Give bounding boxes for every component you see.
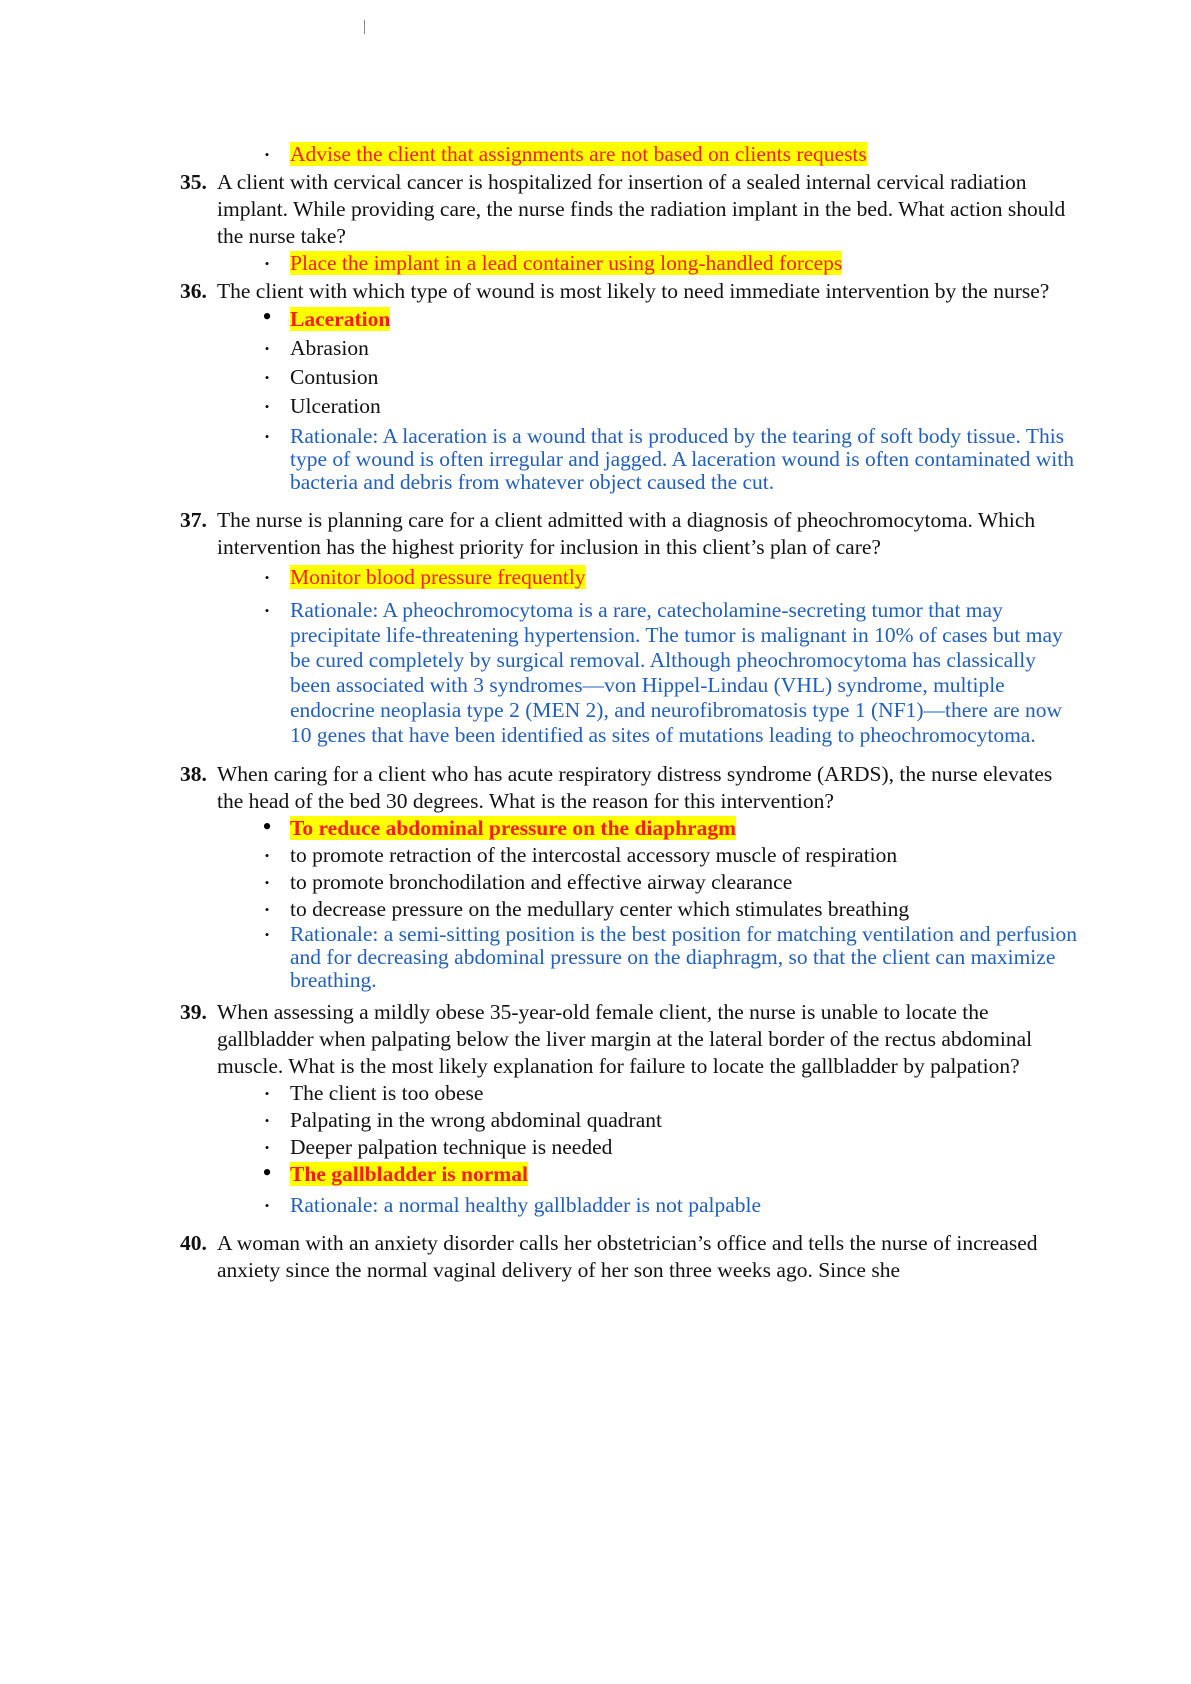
q36-option-3 (180, 392, 1080, 421)
q37-options (180, 561, 1080, 748)
q36-options (180, 302, 1080, 494)
bullet-icon: • (264, 875, 270, 890)
question-35 (180, 169, 1080, 250)
bullet-icon: • (264, 399, 270, 414)
answer-text: Place the implant in a lead container using long-handled forceps (290, 251, 843, 275)
bullet-icon: • (262, 302, 272, 331)
bullet-icon: • (262, 812, 272, 841)
question-40 (180, 1230, 1080, 1284)
option-text: Deeper palpation technique is needed (290, 1135, 613, 1159)
q38-option-3 (180, 896, 1080, 923)
answer-text: Laceration (290, 307, 391, 331)
q35-answer (180, 250, 1080, 277)
q36-option-2 (180, 363, 1080, 392)
option-text: Ulceration (290, 394, 381, 418)
option-text: to promote retraction of the intercostal accessory muscle of respiration (290, 843, 898, 867)
q39-option-2 (180, 1107, 1080, 1134)
question-text: A client with cervical cancer is hospitalized for insertion of a sealed internal cervical radiation implant. While providing care, the nurse finds the radiation implant in the bed. What action should the nurse take? (217, 170, 1066, 248)
bullet-icon: • (264, 256, 270, 271)
q39-options (180, 1080, 1080, 1217)
question-number: 36. (180, 279, 207, 303)
question-list (180, 141, 1080, 1284)
question-37 (180, 507, 1080, 561)
bullet-icon: • (264, 1113, 270, 1128)
bullet-icon: • (264, 370, 270, 385)
rationale-text: Rationale: a normal healthy gallbladder is not palpable (290, 1193, 762, 1217)
rationale-text: Rationale: A laceration is a wound that is produced by the tearing of soft body tissue. This type of wound is often irregular and jagged. A laceration wound is often contaminated with bacteria and debris from whatever object caused the cut. (290, 424, 1074, 494)
q37-answer (180, 561, 1080, 594)
bullet-icon: • (264, 927, 270, 942)
rationale-text: Rationale: a semi-sitting position is the best position for matching ventilation and perfusion and for decreasing abdominal pressure on the diaphragm, so that the client can maximize breathing. (290, 922, 1078, 992)
question-number: 40. (180, 1231, 207, 1255)
bullet-icon: • (264, 341, 270, 356)
bullet-icon: • (264, 1198, 270, 1213)
option-text: to decrease pressure on the medullary center which stimulates breathing (290, 897, 910, 921)
q38-rationale (180, 923, 1080, 992)
option-text: Palpating in the wrong abdominal quadrant (290, 1108, 662, 1132)
q38-option-1 (180, 842, 1080, 869)
q38-option-2 (180, 869, 1080, 896)
question-text: A woman with an anxiety disorder calls her obstetrician’s office and tells the nurse of increased anxiety since the normal vaginal delivery of her son three weeks ago. Since she (217, 1231, 1038, 1282)
q36-answer (180, 302, 1080, 334)
q34-answer (180, 141, 1080, 168)
question-36 (180, 278, 1080, 305)
answer-text: The gallbladder is normal (290, 1162, 528, 1186)
q39-option-1 (180, 1080, 1080, 1107)
q39-answer (180, 1158, 1080, 1188)
q39-option-3 (180, 1134, 1080, 1161)
bullet-icon: • (264, 147, 270, 162)
q36-option-1 (180, 334, 1080, 363)
option-text: The client is too obese (290, 1081, 484, 1105)
bullet-icon: • (264, 902, 270, 917)
q38-options (180, 812, 1080, 992)
header-marker (364, 20, 365, 34)
answer-text: Advise the client that assignments are not based on clients requests (290, 142, 867, 166)
bullet-icon: • (264, 1086, 270, 1101)
question-38 (180, 761, 1080, 815)
question-text: The nurse is planning care for a client admitted with a diagnosis of pheochromocytoma. Which intervention has the highest priority for inclusion in this client’s plan of care? (217, 508, 1036, 559)
question-text: The client with which type of wound is most likely to need immediate intervention by the nurse? (217, 279, 1050, 303)
bullet-icon: • (264, 429, 270, 444)
bullet-icon: • (264, 1140, 270, 1155)
q34-options (180, 141, 1080, 168)
question-number: 39. (180, 1000, 207, 1024)
question-number: 38. (180, 762, 207, 786)
option-text: Contusion (290, 365, 379, 389)
question-number: 37. (180, 508, 207, 532)
bullet-icon: • (264, 848, 270, 863)
q37-rationale (180, 598, 1080, 748)
q35-options (180, 250, 1080, 277)
rationale-text: Rationale: A pheochromocytoma is a rare, catecholamine-secreting tumor that may precipitate life-threatening hypertension. The tumor is malignant in 10% of cases but may be cured completely by surgical removal. Although pheochromocytoma has classically been associated with 3 syndromes—von Hippel-Lindau (VHL) syndrome, multiple endocrine neoplasia type 2 (MEN 2), and neurofibromatosis type 1 (NF1)—there are now 10 genes that have been identified as sites of mutations leading to pheochromocytoma. (290, 598, 1063, 747)
question-number: 35. (180, 170, 207, 194)
question-text: When assessing a mildly obese 35-year-old female client, the nurse is unable to locate the gallbladder when palpating below the liver margin at the lateral border of the rectus abdominal muscle. What is the most likely explanation for failure to locate the gallbladder by palpation? (217, 1000, 1033, 1078)
bullet-icon: • (264, 603, 270, 618)
question-text: When caring for a client who has acute respiratory distress syndrome (ARDS), the nurse elevates the head of the bed 30 degrees. What is the reason for this intervention? (217, 762, 1053, 813)
bullet-icon: • (262, 1158, 272, 1187)
answer-text: To reduce abdominal pressure on the diaphragm (290, 816, 736, 840)
q39-rationale (180, 1194, 1080, 1217)
q36-rationale (180, 425, 1080, 494)
option-text: Abrasion (290, 336, 369, 360)
answer-text: Monitor blood pressure frequently (290, 565, 586, 589)
option-text: to promote bronchodilation and effective airway clearance (290, 870, 793, 894)
q38-answer (180, 812, 1080, 842)
question-39 (180, 999, 1080, 1080)
bullet-icon: • (264, 570, 270, 585)
